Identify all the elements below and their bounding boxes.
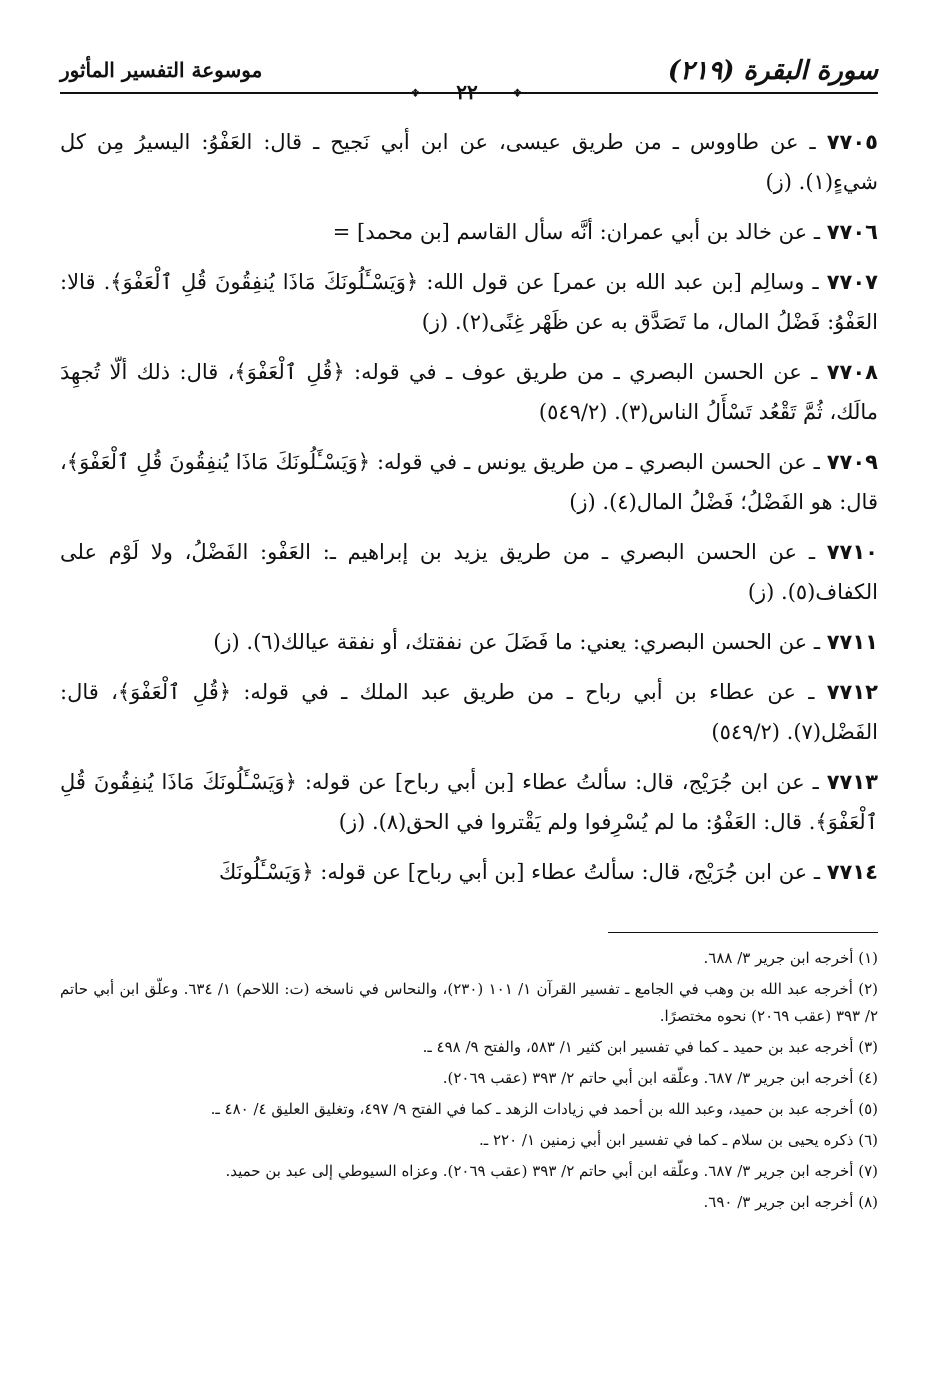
entry [60,762,878,842]
entry-text: ـ عن الحسن البصري ـ من طريق يزيد بن إبراهيم ـ: العَفْو: الفَضْلُ، ولا لَوْم على الكفاف(٥). (ز) [60,540,878,604]
footnotes [60,945,878,1216]
entry-text: ـ عن طاووس ـ من طريق عيسى، عن ابن أبي نَجيح ـ قال: العَفْوُ: اليسيرُ مِن كل شيءٍ(١). (ز) [60,130,878,194]
entry [60,622,878,662]
running-header [60,42,878,114]
entry-text: ـ عن عطاء بن أبي رباح ـ من طريق عبد الملك ـ في قوله: ﴿قُلِ ٱلْعَفْوَ﴾، قال: الفَضْل(٧). (٥٤٩/٢) [60,680,878,744]
entry [60,122,878,202]
footnote: (٥) أخرجه عبد بن حميد، وعبد الله بن أحمد في زيادات الزهد ـ كما في الفتح ٩/ ٤٩٧، وتغليق العليق ٤/ ٤٨٠ ـ. [210,1100,878,1118]
entry-number: ٧٧٠٥ [826,130,878,154]
entry [60,262,878,342]
entries-list [60,122,878,892]
entry-number: ٧٧١٢ [826,680,878,704]
footnote: (٨) أخرجه ابن جرير ٣/ ٦٩٠. [703,1193,878,1211]
footnote: (٤) أخرجه ابن جرير ٣/ ٦٨٧. وعلّقه ابن أبي حاتم ٢/ ٣٩٣ (عقب ٢٠٦٩). [442,1069,878,1087]
page-number: ٢٢ [456,80,478,104]
footnote: (٢) أخرجه عبد الله بن وهب في الجامع ـ تفسير القرآن ١/ ١٠١ (٢٣٠)، والنحاس في ناسخه (ت: اللاحم) ١/ ٦٣٤. وعلّق ابن أبي حاتم ٢/ ٣٩٣ (عقب ٢٠٦٩) نحوه مختصرًا. [60,980,879,1025]
surah-reference: سورة البقرة (٢١٩) [667,56,878,86]
footnote: (٧) أخرجه ابن جرير ٣/ ٦٨٧. وعلّقه ابن أبي حاتم ٢/ ٣٩٣ (عقب ٢٠٦٩). وعزاه السيوطي إلى عبد بن حميد. [225,1162,878,1180]
entry-text: ـ عن ابن جُرَيْج، قال: سألتُ عطاء [بن أبي رباح] عن قوله: ﴿وَيَسْـَٔلُونَكَ [219,860,827,884]
entry-number: ٧٧٠٨ [826,360,878,384]
page [60,42,878,1220]
entry [60,852,878,892]
entry-number: ٧٧١١ [826,630,878,654]
entry-number: ٧٧٠٧ [826,270,878,294]
entry-number: ٧٧١٣ [826,770,878,794]
entry-number: ٧٧١٠ [826,540,878,564]
book-title: موسوعة التفسير المأثور [60,58,263,82]
ornament-icon: ❖ [410,86,421,100]
entry-text: ـ عن الحسن البصري ـ من طريق يونس ـ في قوله: ﴿وَيَسْـَٔلُونَكَ مَاذَا يُنفِقُونَ قُلِ ٱلْعَفْوَ﴾، قال: هو الفَضْلُ؛ فَضْلُ المال(٤). (ز) [60,450,878,514]
footnote: (٣) أخرجه عبد بن حميد ـ كما في تفسير ابن كثير ١/ ٥٨٣، والفتح ٩/ ٤٩٨ ـ. [422,1038,878,1056]
entry-text: ـ عن ابن جُرَيْج، قال: سألتُ عطاء [بن أبي رباح] عن قوله: ﴿وَيَسْـَٔلُونَكَ مَاذَا يُنفِقُونَ قُلِ ٱلْعَفْوَ﴾. قال: العَفْوُ: ما لم يُسْرِفوا ولم يَقْتروا في الحق(٨). (ز) [60,770,878,834]
entry-text: ـ وسالِم [بن عبد الله بن عمر] عن قول الله: ﴿وَيَسْـَٔلُونَكَ مَاذَا يُنفِقُونَ قُلِ ٱلْعَفْوَ﴾. قالا: العَفْوُ: فَضْلُ المال، ما تَصَدَّق به عن ظَهْر غِنًى(٢). (ز) [60,270,878,334]
entry-text: ـ عن الحسن البصري ـ من طريق عوف ـ في قوله: ﴿قُلِ ٱلْعَفْوَ﴾، قال: ذلك ألّا تُجهِدَ مالَك، ثُمَّ تَقْعُد تَسْأَلُ الناس(٣). (٥٤٩/٢) [60,360,878,424]
footnote: (١) أخرجه ابن جرير ٣/ ٦٨٨. [703,949,878,967]
entry [60,442,878,522]
entry-number: ٧٧٠٦ [826,220,878,244]
entry-number: ٧٧١٤ [826,860,878,884]
entry [60,352,878,432]
entry-text: ـ عن خالد بن أبي عمران: أنَّه سأل القاسم [بن محمد] = [332,220,827,244]
entry [60,672,878,752]
entry-text: ـ عن الحسن البصري: يعني: ما فَضَلَ عن نفقتك، أو نفقة عيالك(٦). (ز) [213,630,827,654]
entry [60,212,878,252]
entry [60,532,878,612]
entry-number: ٧٧٠٩ [826,450,878,474]
ornament-icon: ❖ [512,86,523,100]
footnote: (٦) ذكره يحيى بن سلام ـ كما في تفسير ابن أبي زمنين ١/ ٢٢٠ ـ. [479,1131,878,1149]
footnote-separator [608,932,878,933]
